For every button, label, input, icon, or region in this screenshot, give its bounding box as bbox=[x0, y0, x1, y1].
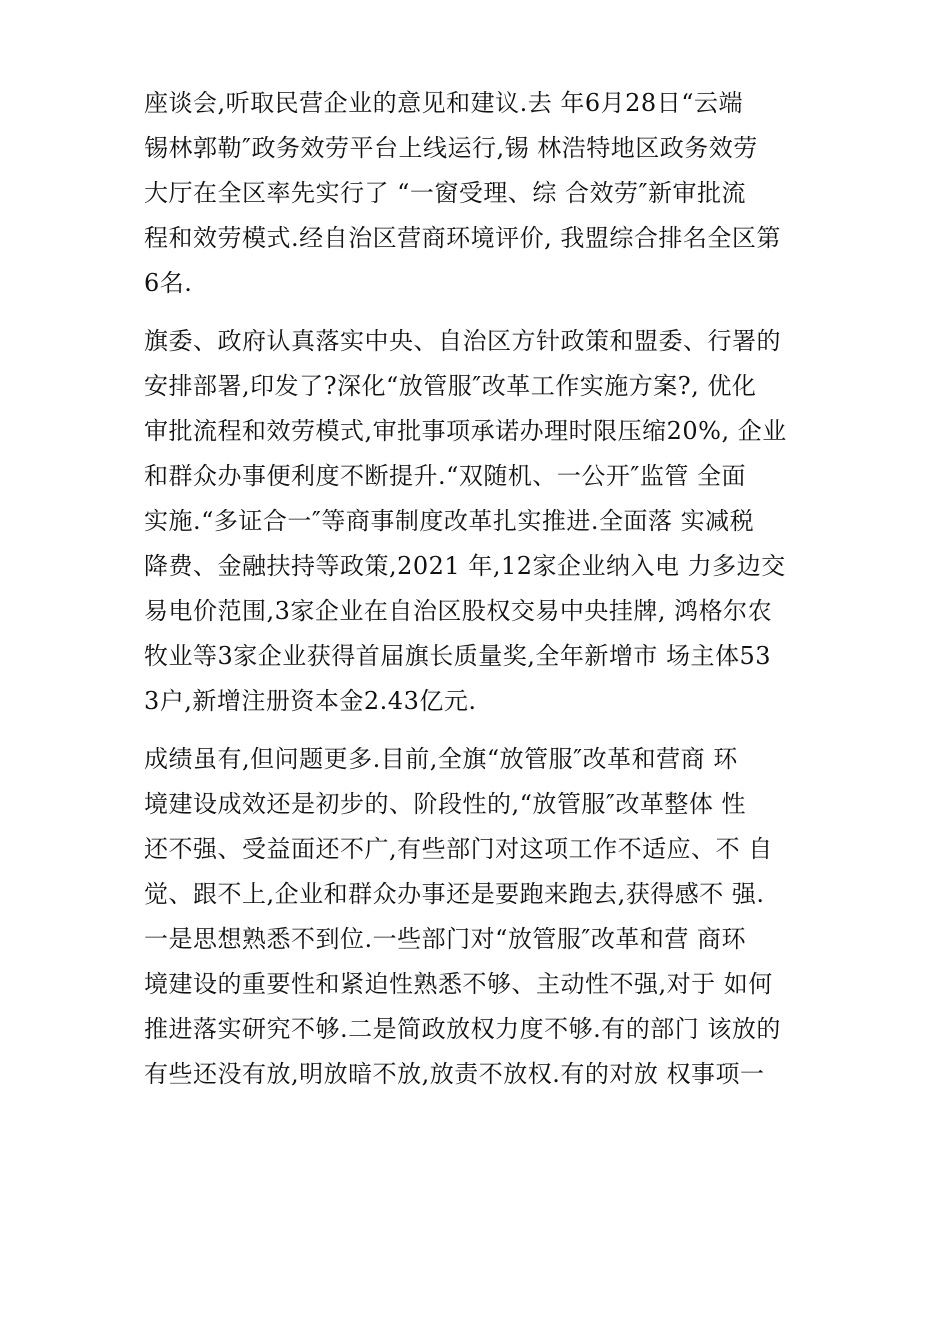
text-line: 牧业等3家企业获得首届旗长质量奖,全年新增市 场主体53 bbox=[144, 642, 772, 670]
text-line: 程和效劳模式.经自治区营商环境评价, 我盟综合排名全区第 bbox=[144, 224, 781, 252]
text-line: 还不强、受益面还不广,有些部门对这项工作不适应、不 自 bbox=[144, 835, 773, 863]
text-line: 成绩虽有,但问题更多.目前,全旗“放管服″改革和营商 环 bbox=[144, 745, 738, 773]
text-line: 降费、金融扶持等政策,2021 年,12家企业纳入电 力多边交 bbox=[144, 552, 786, 580]
text-line: 有些还没有放,明放暗不放,放责不放权.有的对放 权事项一 bbox=[144, 1060, 765, 1088]
text-line: 座谈会,听取民营企业的意见和建议.去 年6月28日“云端 bbox=[144, 89, 743, 117]
text-line: 实施.“多证合一″等商事制度改革扎实推进.全面落 实减税 bbox=[144, 507, 755, 535]
text-line: 6名. bbox=[144, 269, 193, 297]
text-line: 觉、跟不上,企业和群众办事还是要跑来跑去,获得感不 强. bbox=[144, 880, 765, 908]
text-line: 安排部署,印发了?深化“放管服″改革工作实施方案?, 优化 bbox=[144, 372, 757, 400]
text-line: 易电价范围,3家企业在自治区股权交易中央挂牌, 鸿格尔农 bbox=[144, 597, 773, 625]
text-line: 和群众办事便利度不断提升.“双随机、一公开″监管 全面 bbox=[144, 462, 746, 490]
text-line: 3户,新增注册资本金2.43亿元. bbox=[144, 687, 477, 715]
text-line: 推进落实研究不够.二是简政放权力度不够.有的部门 该放的 bbox=[144, 1015, 781, 1043]
text-line: 境建设成效还是初步的、阶段性的,“放管服″改革整体 性 bbox=[144, 790, 746, 818]
text-line: 一是思想熟悉不到位.一些部门对“放管服″改革和营 商环 bbox=[144, 925, 746, 953]
text-line: 大厅在全区率先实行了 “一窗受理、综 合效劳″新审批流 bbox=[144, 179, 746, 207]
text-line: 旗委、政府认真落实中央、自治区方针政策和盟委、行署的 bbox=[144, 327, 781, 355]
text-line: 审批流程和效劳模式,审批事项承诺办理时限压缩20%, 企业 bbox=[144, 417, 787, 445]
text-line: 锡林郭勒″政务效劳平台上线运行,锡 林浩特地区政务效劳 bbox=[144, 134, 758, 162]
text-line: 境建设的重要性和紧迫性熟悉不够、主动性不强,对于 如何 bbox=[144, 970, 773, 998]
